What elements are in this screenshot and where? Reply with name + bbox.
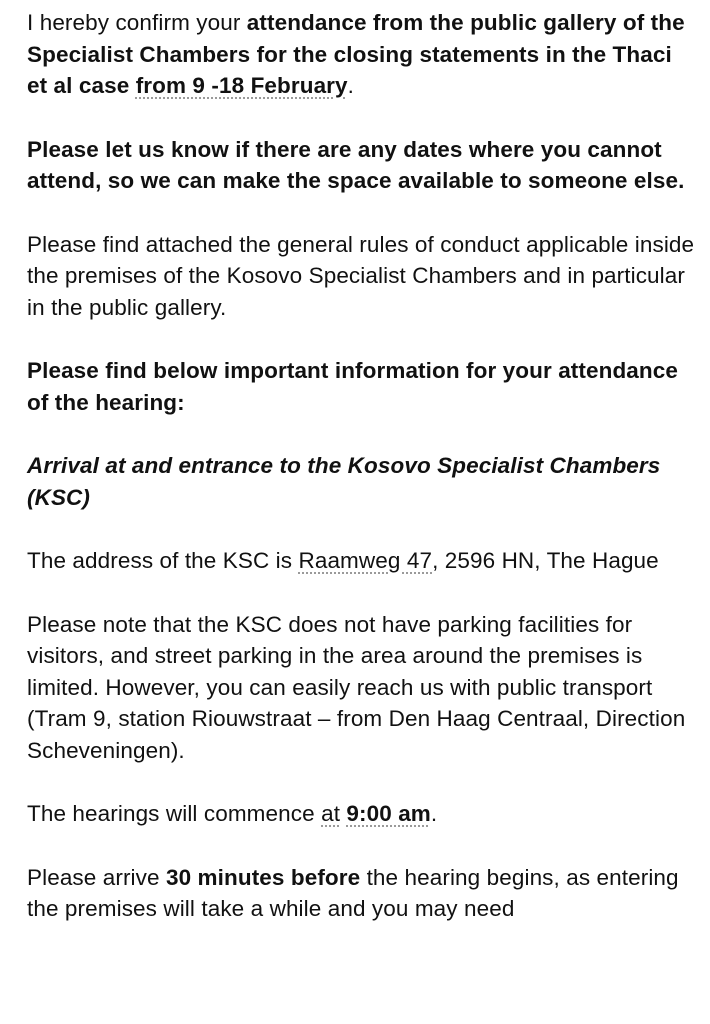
important-info-heading: Please find below important information for your attendance of the hearing:	[27, 358, 678, 415]
address-paragraph	[27, 545, 697, 577]
arrival-time-rest: the hearing begins, as entering the premises will take a while and you may need	[27, 864, 679, 921]
attachment-note-paragraph: Please find attached the general rules of conduct applicable inside the premises of the Kosovo Specialist Chambers and in particular in the public gallery.	[27, 231, 695, 320]
address-intro-text: The address of the KSC is	[27, 548, 299, 573]
confirmation-end-text: .	[347, 73, 355, 98]
hearing-time-value-link[interactable]: 9:00 am	[346, 801, 431, 826]
confirmation-paragraph	[27, 7, 697, 102]
hearing-time-at-link[interactable]: at	[321, 801, 341, 826]
street-address-link[interactable]: Raamweg 47	[298, 548, 433, 573]
confirmation-bold-text: attendance from the public gallery of the Specialist Chambers for the closing statements in the Thaci et al case	[27, 10, 685, 98]
arrival-time-intro: Please arrive	[27, 864, 166, 890]
address-rest-text: , 2596 HN, The Hague	[432, 548, 659, 573]
hearing-time-end: .	[430, 801, 438, 826]
hearing-time-intro: The hearings will commence	[27, 801, 322, 826]
date-range-link[interactable]: from 9 -18 February	[135, 73, 348, 98]
hearing-time-paragraph	[27, 798, 697, 830]
availability-request-paragraph: Please let us know if there are any dates where you cannot attend, so we can make the space available to someone else.	[27, 136, 685, 193]
transport-paragraph: Please note that the KSC does not have parking facilities for visitors, and street parking in the area around the premises is limited. However, you can easily reach us with public transport (Tram 9, station Riouwstraat – from Den Haag Centraal, Direction Scheveningen).	[27, 611, 686, 763]
arrival-section-heading: Arrival at and entrance to the Kosovo Specialist Chambers (KSC)	[27, 453, 661, 510]
arrival-time-paragraph	[27, 862, 697, 925]
arrival-time-bold: 30 minutes before	[165, 864, 361, 890]
confirmation-intro-text: I hereby confirm your	[27, 10, 247, 35]
email-body	[27, 7, 697, 957]
